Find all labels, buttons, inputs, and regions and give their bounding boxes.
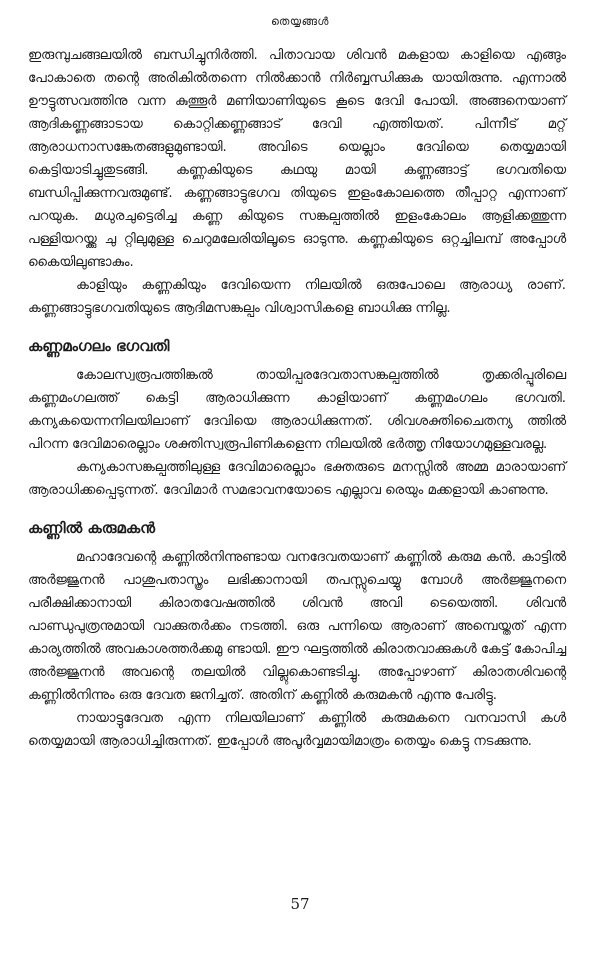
section-kannil-karumakan [28,516,566,753]
section-heading: കണ്ണിൽ കരുമകൻ [28,519,156,537]
paragraph: മഹാദേവന്റെ കണ്ണിൽനിന്നുണ്ടായ വനദേവതയാണ് കണ്ണിൽ കരുമ കൻ. കാട്ടിൽ അർജ്ജുനൻ പാശുപതാസ്ത്രം ലഭിക്കാനായി തപസ്സുചെയ്യു മ്പോൾ അർജ്ജുനനെ പരീക്ഷിക്കാനായി കിരാതവേഷത്തിൽ ശിവൻ അവി ടെയെത്തി. ശിവൻ പാണ്ഡുപുത്രനുമായി വാക്കുതർക്കം നടത്തി. ഒരു പന്നിയെ ആരാണ് അമ്പെയ്തത് എന്ന കാര്യത്തിൽ അവകാശത്തർക്കമു ണ്ടായി. ഈ ഘട്ടത്തിൽ കിരാതവാക്കുകൾ കേട്ട് കോപിച്ച അർജ്ജുനൻ അവന്റെ തലയിൽ വില്ലുകൊണ്ടടിച്ചു. അപ്പോഴാണ് കിരാതശിവന്റെ കണ്ണിൽനിന്നും ഒരു ദേവത ജനിച്ചത്. അതിന് കണ്ണിൽ കരുമകൻ എന്നു പേരിട്ടു. [28,550,566,703]
section-kannamangalam [28,334,566,502]
paragraph: നായാട്ടുദേവത എന്ന നിലയിലാണ് കണ്ണിൽ കരുമകനെ വനവാസി കൾ തെയ്യമായി ആരാധിച്ചിരുന്നത്. ഇപ്പോൾ അപൂർവ്വമായിമാത്രം തെയ്യം കെട്ടു നടക്കുന്നു. [28,711,566,749]
running-head: തെയ്യങ്ങൾ [271,15,329,28]
paragraph: ഇരുമ്പുചങ്ങലയിൽ ബന്ധിച്ചുനിർത്തി. പിതാവായ ശിവൻ മകളായ കാളിയെ എങ്ങും പോകാതെ തന്റെ അരികിൽതന്നെ നിൽക്കാൻ നിർബ്ബന്ധിക്കുക യായിരുന്നു. എന്നാൽ ഊട്ടുത്സവത്തിനു വന്ന കുത്തൂർ മണിയാണിയുടെ കൂടെ ദേവി പോയി. അങ്ങനെയാണ് ആദികണ്ണങ്ങാടായ കൊറ്റിക്കണ്ണങ്ങാട് ദേവി എത്തിയത്. പിന്നീട് മറ്റ് ആരാധനാസങ്കേതങ്ങളുമുണ്ടായി. അവിടെ യെല്ലാം ദേവിയെ തെയ്യമായി കെട്ടിയാടിച്ചുതുടങ്ങി. കണ്ണകിയുടെ കഥയു മായി കണ്ണങ്ങാട്ട് ഭഗവതിയെ ബന്ധിപ്പിക്കുന്നവരുമുണ്ട്. കണ്ണങ്ങാട്ടുഭഗവ തിയുടെ ഇളംകോലത്തെ തീപ്പാറ്റ എന്നാണ് പറയുക. മധുരചുട്ടെരിച്ച കണ്ണ കിയുടെ സങ്കല്പത്തിൽ ഇളംകോലം ആളിക്കത്തുന്ന പള്ളിയറയ്ക്കു ചു റ്റിലുമുള്ള ചെറുമലേരിയിലൂടെ ഓടുന്നു. കണ്ണകിയുടെ ഒറ്റച്ചിലമ്പ് അപ്പോൾ കൈയിലുണ്ടാകും. [28,48,566,270]
section-heading: കണ്ണമംഗലം ഭഗവതി [28,337,170,355]
intro-section [28,44,566,320]
paragraph: കന്യകാസങ്കല്പത്തിലുള്ള ദേവിമാരെല്ലാം ഭക്തരുടെ മനസ്സിൽ അമ്മ മാരായാണ് ആരാധിക്കപ്പെടുന്നത്. ദേവിമാർ സമഭാവനയോടെ എല്ലാവ രെയും മക്കളായി കാണുന്നു. [28,460,566,498]
paragraph: കാളിയും കണ്ണകിയും ദേവിയെന്ന നിലയിൽ ഒരുപോലെ ആരാധ്യ രാണ്. കണ്ണങ്ങാട്ടുഭഗവതിയുടെ ആദിമസങ്കല്പം വിശ്വാസികളെ ബാധിക്കു ന്നില്ല. [28,278,566,316]
paragraph: കോലസ്വരൂപത്തിങ്കൽ തായിപ്പരദേവതാസങ്കല്പത്തിൽ തൃക്കരിപ്പൂരിലെ കണ്ണമംഗലത്ത് കെട്ടി ആരാധിക്കുന്ന കാളിയാണ് കണ്ണമംഗലം ഭഗവതി. കന്യകയെന്നനിലയിലാണ് ദേവിയെ ആരാധിക്കുന്നത്. ശിവശക്തിചൈതന്യ ത്തിൽ പിറന്ന ദേവിമാരെല്ലാം ശക്തിസ്വരൂപിണികളെന്ന നിലയിൽ ഭർത്തൃ നിയോഗമുള്ളവരല്ല. [28,368,566,452]
page-body [28,44,566,753]
page-number: 57 [290,895,310,913]
